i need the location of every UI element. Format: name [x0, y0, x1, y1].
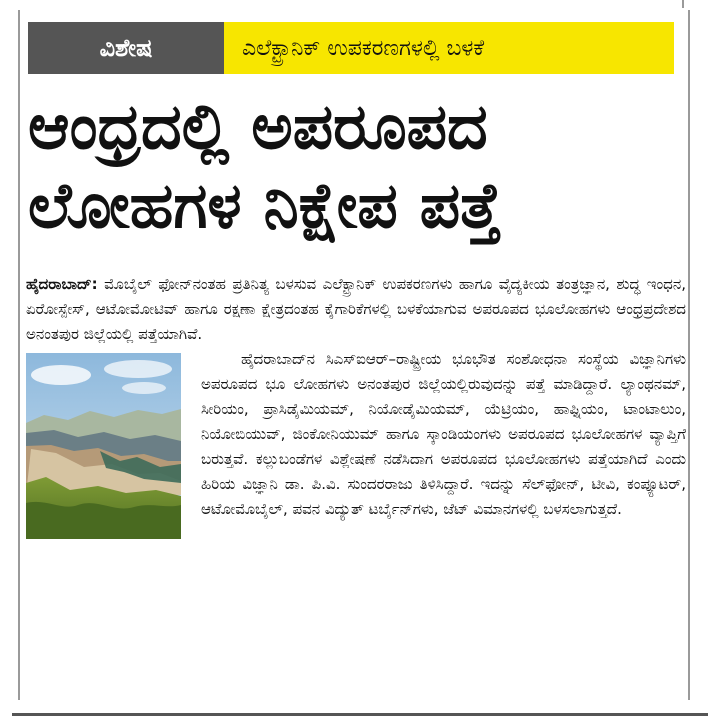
quarry-photo [26, 353, 181, 539]
column-rule-left [18, 10, 20, 700]
paragraph-1 [26, 272, 686, 347]
paragraph-1-text: ಮೊಬೈಲ್ ಫೋನ್‌ನಂತಹ ಪ್ರತಿನಿತ್ಯ ಬಳಸುವ ಎಲೆಕ್ಟ್ರಾನಿಕ್ ಉಪಕರಣಗಳು ಹಾಗೂ ವೈದ್ಯಕೀಯ ತಂತ್ರಜ್ಞಾನ, ಶುದ್ಧ ಇಂಧನ, ಏರೋಸ್ಪೇಸ್, ಆಟೋಮೋಟಿವ್ ಹಾಗೂ ರಕ್ಷಣಾ ಕ್ಷೇತ್ರದಂತಹ ಕೈಗಾರಿಕೆಗಳಲ್ಲಿ ಬಳಕೆಯಾಗುವ ಅಪರೂಪದ ಭೂಲೋಹಗಳು ಆಂಧ್ರಪ್ರದೇಶದ ಅನಂತಪುರ ಜಿಲ್ಲೆಯಲ್ಲಿ ಪತ್ತೆಯಾಗಿವೆ. [26, 275, 686, 343]
dateline: ಹೈದರಾಬಾದ್: [26, 275, 98, 293]
quarry-landscape-icon [26, 353, 181, 539]
frame-tick [682, 0, 684, 8]
column-rule-right [688, 10, 690, 700]
article-body [26, 272, 686, 545]
section-tag: ವಿಶೇಷ [28, 22, 224, 74]
kicker-title: ಎಲೆಕ್ಟ್ರಾನಿಕ್ ಉಪಕರಣಗಳಲ್ಲಿ ಬಳಕೆ [224, 22, 674, 74]
paragraph-2: ಹೈದರಾಬಾದ್‌ನ ಸಿಎಸ್‌ಐಆರ್–ರಾಷ್ಟ್ರೀಯ ಭೂಭೌತ ಸಂಶೋಧನಾ ಸಂಸ್ಥೆಯ ವಿಜ್ಞಾನಿಗಳು ಅಪರೂಪದ ಭೂ ಲೋಹಗಳು ಅನಂತಪುರ ಜಿಲ್ಲೆಯಲ್ಲಿರುವುದನ್ನು ಪತ್ತೆ ಮಾಡಿದ್ದಾರೆ. ಲ್ಯಾಂಥನಮ್, ಸೀರಿಯಂ, ಪ್ರಾಸಿಡೈಮಿಯಮ್, ನಿಯೋಡೈಮಿಯಮ್, ಯೆಟ್ರಿಯಂ, ಹಾಫ್ನಿಯಂ, ಟಾಂಟಾಲುಂ, ನಿಯೋಬಿಯುವ್, ಜಿಂಕೋನಿಯುಮ್ ಹಾಗೂ ಸ್ಕಾಂಡಿಯಂಗಳು ಅಪರೂಪದ ಭೂಲೋಹಗಳ ವ್ಯಾಪ್ತಿಗೆ ಬರುತ್ತವೆ. ಕಲ್ಲುಬಂಡೆಗಳ ವಿಶ್ಲೇಷಣೆ ನಡೆಸಿದಾಗ ಅಪರೂಪದ ಭೂಲೋಹಗಳು ಪತ್ತೆಯಾಗಿದೆ ಎಂದು ಹಿರಿಯ ವಿಜ್ಞಾನಿ ಡಾ. ಪಿ.ವಿ. ಸುಂದರರಾಜು ತಿಳಿಸಿದ್ದಾರೆ. ಇದನ್ನು ಸೆಲ್‌ಫೋನ್, ಟೀವಿ, ಕಂಪ್ಯೂಟರ್, ಆಟೋಮೊಬೈಲ್, ಪವನ ವಿದ್ಯುತ್ ಟರ್ಬೈನ್‌ಗಳು, ಜೆಟ್ ವಿಮಾನಗಳಲ್ಲಿ ಬಳಸಲಾಗುತ್ತದೆ. [201, 350, 686, 518]
headline [28, 88, 678, 246]
newspaper-clipping [18, 10, 690, 700]
kicker-bar [28, 22, 674, 74]
headline-line-2: ಲೋಹಗಳ ನಿಕ್ಷೇಪ ಪತ್ತೆ [28, 168, 502, 242]
bottom-rule [12, 713, 708, 716]
headline-line-1: ಆಂಧ್ರದಲ್ಲಿ ಅಪರೂಪದ [28, 90, 488, 163]
